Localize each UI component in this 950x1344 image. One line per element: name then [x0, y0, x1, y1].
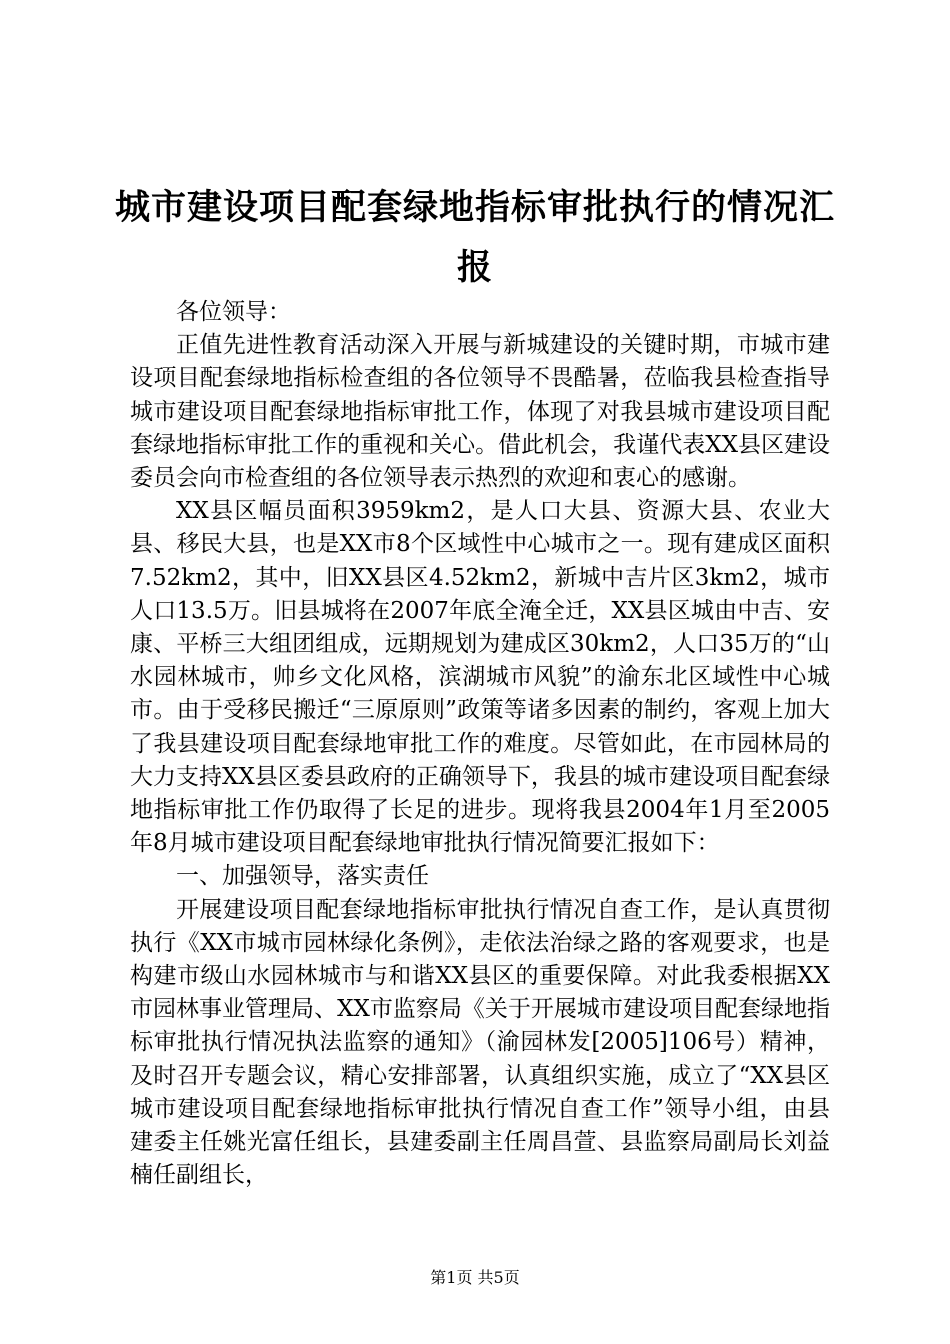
- paragraph-section-1: 开展建设项目配套绿地指标审批执行情况自查工作，是认真贯彻执行《XX市城市园林绿化条例》，走依法治绿之路的客观要求，也是构建市级山水园林城市与和谐XX县区的重要保障。对此我委根据XX市园林事业管理局、XX市监察局《关于开展城市建设项目配套绿地指标审批执行情况执法监察的通知》（渝园林发[2005]106号）精神，及时召开专题会议，精心安排部署，认真组织实施，成立了“XX县区城市建设项目配套绿地指标审批执行情况自查工作”领导小组，由县建委主任姚光富任组长，县建委副主任周昌萱、县监察局副局长刘益楠任副组长，: [130, 896, 830, 1189]
- paragraph-intro: 正值先进性教育活动深入开展与新城建设的关键时期，市城市建设项目配套绿地指标检查组的各位领导不畏酷暑，莅临我县检查指导城市建设项目配套绿地指标审批工作，体现了对我县城市建设项目配套绿地指标审批工作的重视和关心。借此机会，我谨代表XX县区建设委员会向市检查组的各位领导表示热烈的欢迎和衷心的感谢。: [130, 332, 830, 492]
- section-heading-1: 一、加强领导，落实责任: [176, 863, 429, 890]
- salutation: 各位领导：: [176, 299, 291, 325]
- document-title: 城市建设项目配套绿地指标审批执行的情况汇报: [114, 187, 835, 288]
- document-body: [130, 296, 830, 1192]
- paragraph-county-overview: XX县区幅员面积3959km2，是人口大县、资源大县、农业大县、移民大县，也是XX市8个区域性中心城市之一。现有建成区面积7.52km2，其中，旧XX县区4.52km2，新城中吉片区3km2，城市人口13.5万。旧县城将在2007年底全淹全迁，XX县区城由中吉、安康、平桥三大组团组成，远期规划为建成区30km2，人口35万的“山水园林城市，帅乡文化风格，滨湖城市风貌”的渝东北区域性中心城市。由于受移民搬迁“三原原则”政策等诸多因素的制约，客观上加大了我县建设项目配套绿地审批工作的难度。尽管如此，在市园林局的大力支持XX县区委县政府的正确领导下，我县的城市建设项目配套绿地指标审批工作仍取得了长足的进步。现将我县2004年1月至2005年8月城市建设项目配套绿地审批执行情况简要汇报如下：: [130, 498, 830, 857]
- page-footer: 第1页 共5页: [430, 1268, 520, 1287]
